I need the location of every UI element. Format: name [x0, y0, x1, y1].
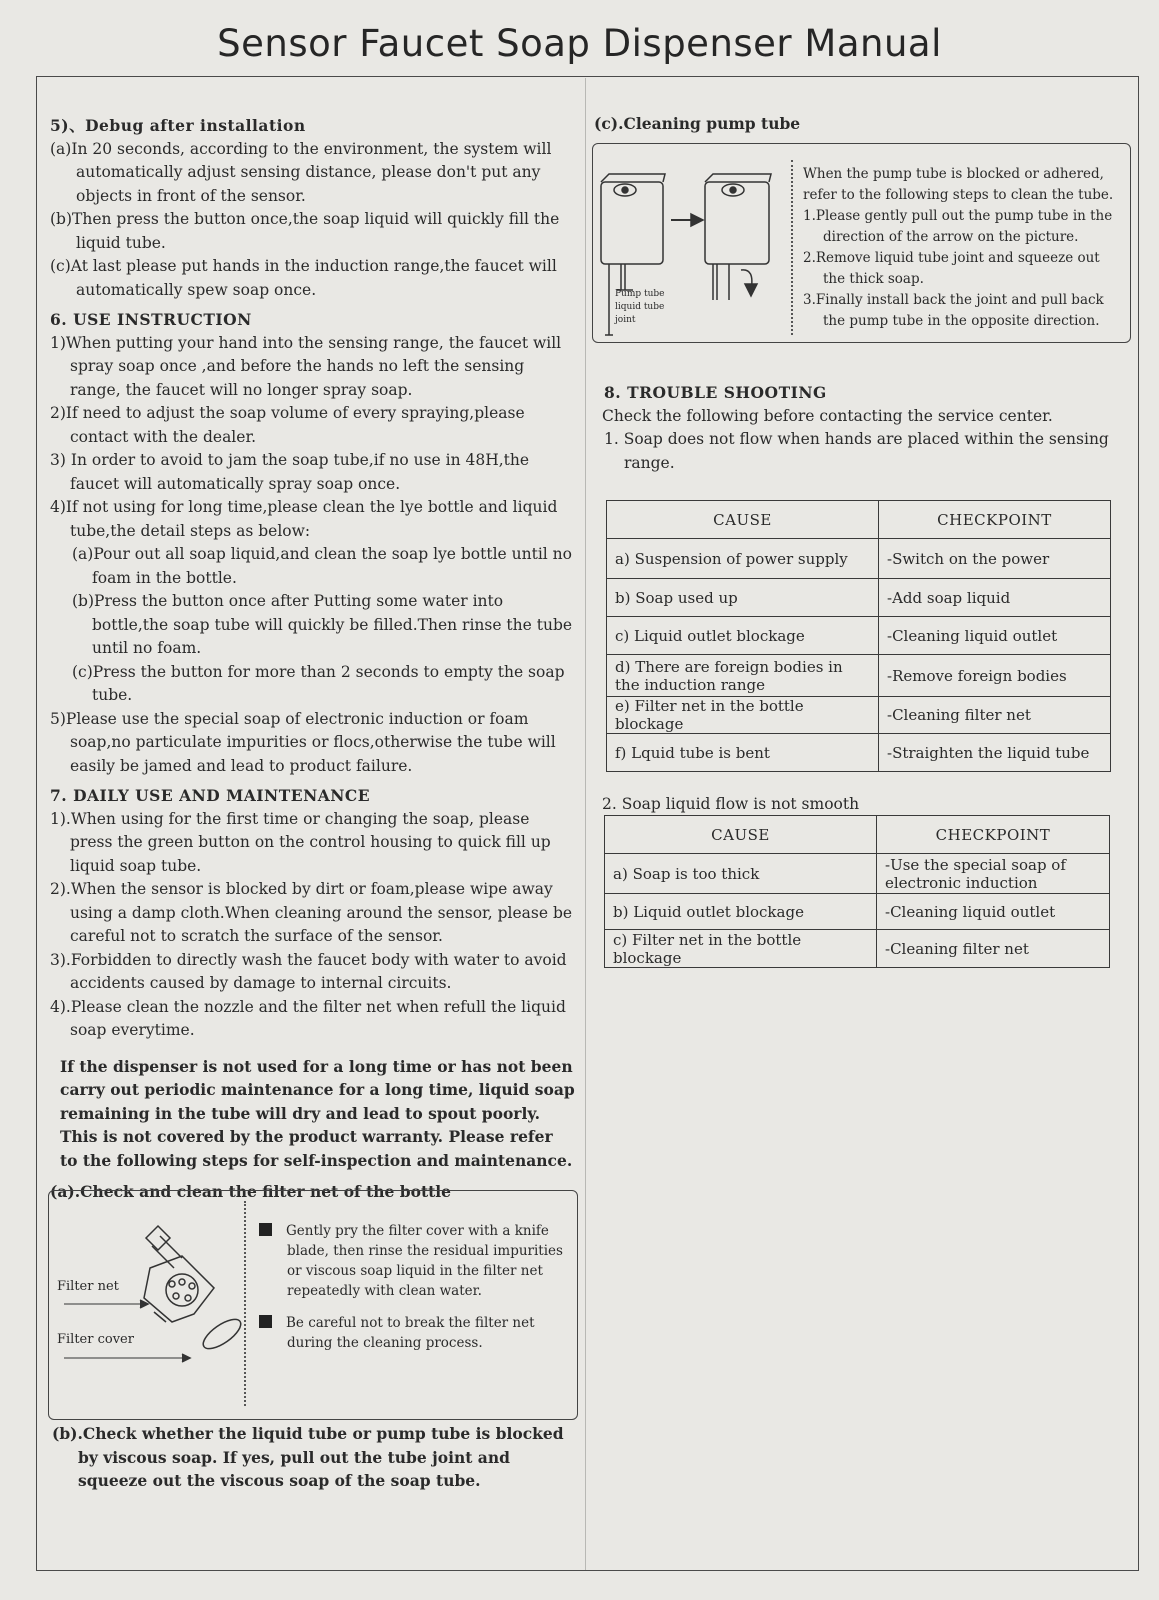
section-7-item-4: 4).Please clean the nozzle and the filter net when refull the liquid soap everytime. — [50, 997, 566, 1039]
table-row — [607, 579, 1111, 617]
section-5-item-a: (a)In 20 seconds, according to the environment, the system will automatically adjust sensing distance, please don't put any objects in front of the sensor. — [50, 139, 552, 205]
table-cell-cause: c) Filter net in the bottle blockage — [605, 930, 877, 968]
liquid-tube-label: liquid tube — [615, 302, 665, 312]
table-cell-cause: f) Lquid tube is bent — [607, 734, 879, 772]
table-row — [605, 854, 1110, 894]
pump-step-3: 3.Finally install back the joint and pull back the pump tube in the opposite direction. — [803, 292, 1104, 329]
table-cell-cause: d) There are foreign bodies in the induction range — [607, 655, 879, 697]
filter-cover-label: Filter cover — [57, 1332, 134, 1347]
table-header-checkpoint: CHECKPOINT — [877, 816, 1110, 854]
table-cell-checkpoint: -Remove foreign bodies — [879, 655, 1111, 697]
step-c-heading: (c).Cleaning pump tube — [594, 114, 801, 133]
table-cell-cause: e) Filter net in the bottle blockage — [607, 697, 879, 734]
step-a-heading: (a).Check and clean the filter net of the bottle — [50, 1182, 452, 1201]
pump-tube-box — [592, 143, 1131, 343]
section-8-intro: Check the following before contacting the service center. — [602, 406, 1053, 425]
pump-intro: When the pump tube is blocked or adhered, refer to the following steps to clean the tube. — [803, 166, 1114, 203]
table-cell-checkpoint: -Switch on the power — [879, 539, 1111, 579]
pump-tube-instructions — [803, 164, 1123, 332]
page-title: Sensor Faucet Soap Dispenser Manual — [217, 22, 942, 65]
section-5-item-c: (c)At last please put hands in the induction range,the faucet will automatically spew soap once. — [50, 257, 557, 299]
pump-step-2: 2.Remove liquid tube joint and squeeze out the thick soap. — [803, 250, 1100, 287]
section-6-item-4: 4)If not using for long time,please clean the lye bottle and liquid tube,the detail steps as below: — [50, 498, 558, 540]
section-6-item-2: 2)If need to adjust the soap volume of every spraying,please contact with the dealer. — [50, 404, 525, 446]
problem-2: 2. Soap liquid flow is not smooth — [602, 795, 860, 813]
filter-net-label: Filter net — [57, 1279, 119, 1294]
table-cell-checkpoint: -Use the special soap of electronic induction — [877, 854, 1110, 894]
section-6-item-4b: (b)Press the button once after Putting some water into bottle,the soap tube will quickly be filled.Then rinse the tube until no foam. — [72, 592, 573, 657]
section-6-item-4c: (c)Press the button for more than 2 seconds to empty the soap tube. — [72, 662, 565, 704]
troubleshooting-table-1 — [606, 500, 1111, 772]
left-column — [50, 114, 575, 1204]
joint-label: joint — [615, 315, 636, 325]
table-row — [607, 539, 1111, 579]
right-column-top — [594, 112, 1118, 136]
table-cell-cause: b) Soap used up — [607, 579, 879, 617]
section-7-item-3: 3).Forbidden to directly wash the faucet body with water to avoid accidents caused by damage to internal circuits. — [50, 950, 567, 992]
pump-step-1: 1.Please gently pull out the pump tube in the direction of the arrow on the picture. — [803, 208, 1113, 245]
table-cell-checkpoint: -Cleaning filter net — [879, 697, 1111, 734]
filter-bullet-1: Gently pry the filter cover with a knife blade, then rinse the residual impurities or viscous soap liquid in the filter net repeatedly with clean water. — [259, 1221, 569, 1301]
section-6-item-3: 3) In order to avoid to jam the soap tube,if no use in 48H,the faucet will automatically spray soap once. — [50, 451, 530, 493]
column-divider — [585, 78, 586, 1570]
table-row — [605, 894, 1110, 930]
table-cell-cause: a) Suspension of power supply — [607, 539, 879, 579]
filter-bullet-2: Be careful not to break the filter net during the cleaning process. — [259, 1313, 569, 1353]
table-header-row — [607, 501, 1111, 539]
section-7-heading: 7. DAILY USE AND MAINTENANCE — [50, 786, 371, 805]
section-6-heading: 6. USE INSTRUCTION — [50, 310, 252, 329]
section-6-item-5: 5)Please use the special soap of electronic induction or foam soap,no particulate impurities or flocs,otherwise the tube will easily be jamed and lead to product failure. — [50, 709, 556, 775]
section-7-item-1: 1).When using for the first time or changing the soap, please press the green button on the control housing to quick fill up liquid soap tube. — [50, 809, 551, 875]
pump-tube-label: Pump tube — [615, 289, 665, 299]
filter-net-instructions — [259, 1221, 569, 1365]
table-header-cause: CAUSE — [605, 816, 877, 854]
table-cell-cause: b) Liquid outlet blockage — [605, 894, 877, 930]
section-6-item-1: 1)When putting your hand into the sensing range, the faucet will spray soap once ,and before the hands no left the sensing range, the faucet will no longer spray soap. — [50, 333, 562, 399]
section-6-item-4a: (a)Pour out all soap liquid,and clean the soap lye bottle until no foam in the bottle. — [72, 545, 572, 587]
table-cell-cause: a) Soap is too thick — [605, 854, 877, 894]
filter-net-box — [48, 1190, 578, 1420]
table-cell-checkpoint: -Cleaning liquid outlet — [877, 894, 1110, 930]
section-8-heading: 8. TROUBLE SHOOTING — [604, 383, 827, 402]
table-row — [607, 655, 1111, 697]
table-cell-checkpoint: -Add soap liquid — [879, 579, 1111, 617]
box-dashed-divider — [244, 1201, 246, 1406]
filter-net-illustration — [54, 1206, 244, 1406]
table-header-cause: CAUSE — [607, 501, 879, 539]
table-header-checkpoint: CHECKPOINT — [879, 501, 1111, 539]
table-cell-checkpoint: -Cleaning filter net — [877, 930, 1110, 968]
troubleshooting-table-2 — [604, 815, 1110, 968]
table-row — [607, 697, 1111, 734]
bullet-square-icon — [259, 1315, 272, 1328]
table-row — [605, 930, 1110, 968]
table-row — [607, 734, 1111, 772]
section-5-item-b: (b)Then press the button once,the soap liquid will quickly fill the liquid tube. — [50, 210, 560, 252]
bullet-square-icon — [259, 1223, 272, 1236]
table-header-row — [605, 816, 1110, 854]
troubleshooting-section — [604, 381, 1114, 475]
section-7-item-2: 2).When the sensor is blocked by dirt or foam,please wipe away using a damp cloth.When cleaning around the sensor, please be careful not to scratch the surface of the sensor. — [50, 880, 573, 945]
section-5-heading: 5)、Debug after installation — [50, 116, 306, 135]
step-b: (b).Check whether the liquid tube or pump tube is blocked by viscous soap. If yes, pull out the tube joint and squeeze out the viscous soap of the soap tube. — [52, 1424, 564, 1490]
table-cell-checkpoint: -Cleaning liquid outlet — [879, 617, 1111, 655]
box-dashed-divider — [791, 160, 793, 335]
table-cell-cause: c) Liquid outlet blockage — [607, 617, 879, 655]
problem-1: 1. Soap does not flow when hands are placed within the sensing range. — [604, 430, 1109, 472]
table-cell-checkpoint: -Straighten the liquid tube — [879, 734, 1111, 772]
maintenance-note: If the dispenser is not used for a long time or has not been carry out periodic maintenance for a long time, liquid soap remaining in the tube will dry and lead to spout poorly. This is not covered by the product warranty. Please refer to the following steps for self-inspection and maintenance. — [60, 1056, 575, 1170]
table-row — [607, 617, 1111, 655]
